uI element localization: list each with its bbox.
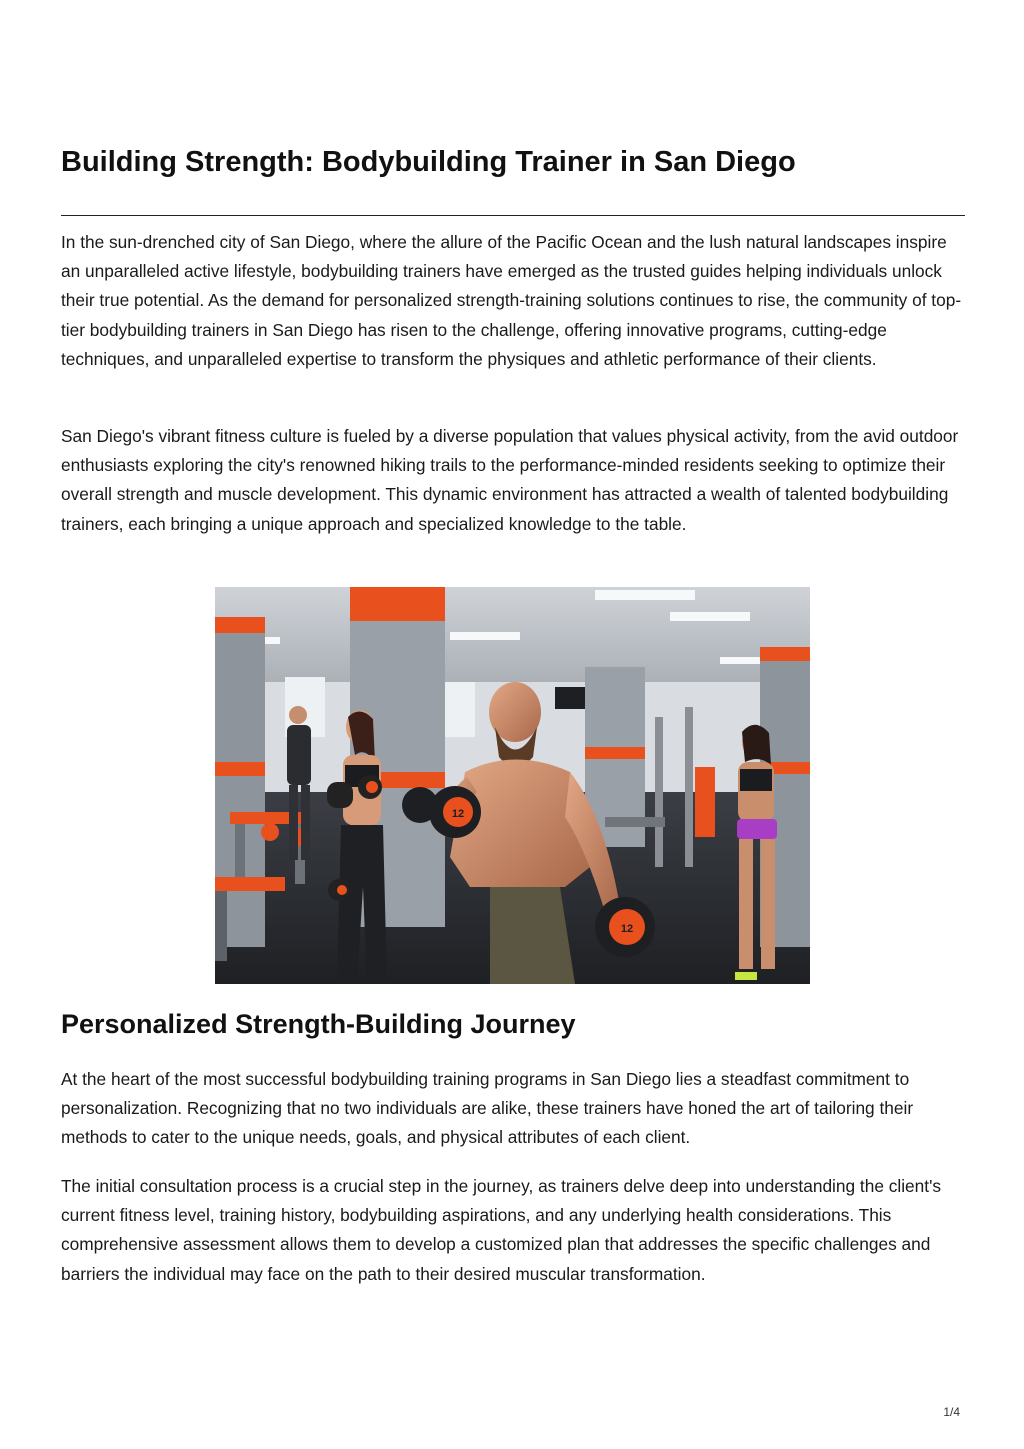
- page-title: Building Strength: Bodybuilding Trainer in San Diego: [61, 146, 796, 178]
- gym-photo: [215, 587, 810, 984]
- section-heading: Personalized Strength-Building Journey: [61, 1009, 576, 1039]
- intro-paragraph-1: In the sun-drenched city of San Diego, where the allure of the Pacific Ocean and the lush natural landscapes inspire an unparalleled active lifestyle, bodybuilding trainers have emerged as the trusted guides helping individuals unlock their true potential. As the demand for personalized strength-training solutions continues to rise, the community of top-tier bodybuilding trainers in San Diego has risen to the challenge, offering innovative programs, cutting-edge techniques, and unparalleled expertise to transform the physiques and athletic performance of their clients.: [61, 232, 962, 369]
- page-number: 1/4: [943, 1405, 960, 1419]
- title-divider: [61, 215, 965, 216]
- dumbbell-number-front: 12: [451, 808, 465, 820]
- section-paragraph-1: At the heart of the most successful bodybuilding training programs in San Diego lies a steadfast commitment to personalization. Recognizing that no two individuals are alike, these trainers have honed the art of tailoring their methods to cater to the unique needs, goals, and physical attributes of each client.: [61, 1069, 914, 1148]
- intro-paragraph-2: San Diego's vibrant fitness culture is fueled by a diverse population that values physical activity, from the avid outdoor enthusiasts exploring the city's renowned hiking trails to the performance-minded residents seeking to optimize their overall strength and muscle development. This dynamic environment has attracted a wealth of talented bodybuilding trainers, each bringing a unique approach and specialized knowledge to the table.: [61, 426, 959, 534]
- dumbbell-number-right: 12: [620, 923, 634, 935]
- section-paragraph-2: The initial consultation process is a crucial step in the journey, as trainers delve deep into understanding the client's current fitness level, training history, bodybuilding aspirations, and any underlying health considerations. This comprehensive assessment allows them to develop a customized plan that addresses the specific challenges and barriers the individual may face on the path to their desired muscular transformation.: [61, 1176, 942, 1284]
